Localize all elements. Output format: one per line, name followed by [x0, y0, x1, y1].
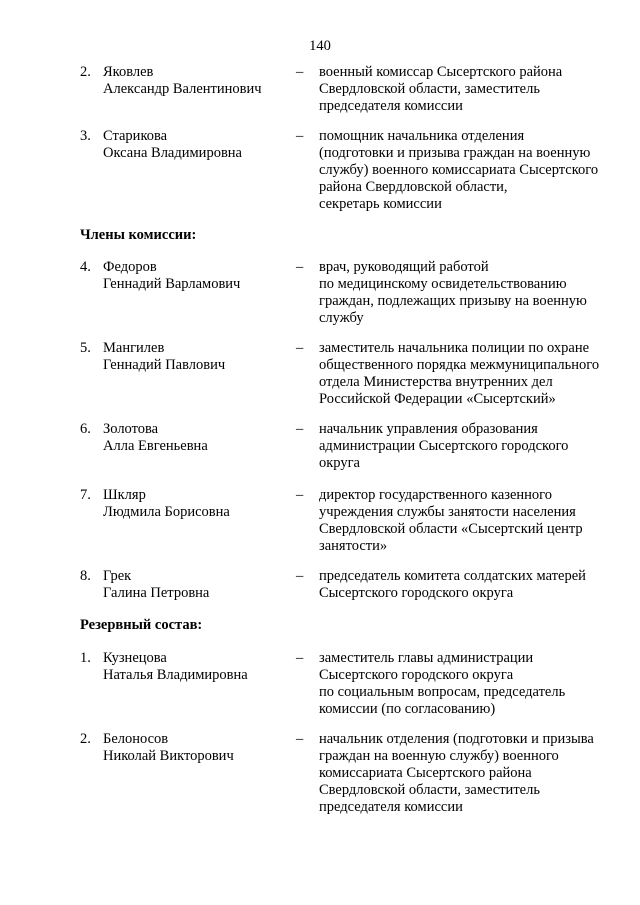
- person-name: [103, 64, 293, 98]
- dash-separator: –: [296, 128, 304, 144]
- desc-line: секретарь комиссии: [319, 196, 442, 212]
- desc-line: района Свердловской области,: [319, 179, 508, 195]
- desc-line: Свердловской области, заместитель: [319, 782, 540, 798]
- position-description: [319, 650, 619, 718]
- desc-line: военный комиссар Сысертского района: [319, 64, 563, 80]
- dash-separator: –: [296, 487, 304, 503]
- desc-line: председатель комитета солдатских матерей: [319, 568, 586, 584]
- desc-line: начальник отделения (подготовки и призыва: [319, 731, 594, 747]
- desc-line: Сысертского городского округа: [319, 667, 514, 683]
- given-names: Алла Евгеньевна: [103, 438, 208, 454]
- person-name: [103, 650, 293, 684]
- desc-line: службу) военного комиссариата Сысертского: [319, 162, 599, 178]
- item-number: 2.: [80, 64, 91, 80]
- position-description: [319, 568, 619, 602]
- desc-line: Российской Федерации «Сысертский»: [319, 391, 556, 407]
- desc-line: Сысертского городского округа: [319, 585, 514, 601]
- dash-separator: –: [296, 650, 304, 666]
- item-number: 2.: [80, 731, 91, 747]
- desc-line: врач, руководящий работой: [319, 259, 489, 275]
- desc-line: председателя комиссии: [319, 799, 463, 815]
- surname: Шкляр: [103, 487, 146, 503]
- surname: Грек: [103, 568, 132, 584]
- surname: Кузнецова: [103, 650, 167, 666]
- desc-line: администрации Сысертского городского: [319, 438, 569, 454]
- position-description: [319, 128, 619, 213]
- surname: Белоносов: [103, 731, 169, 747]
- desc-line: по медицинскому освидетельствованию: [319, 276, 567, 292]
- item-number: 7.: [80, 487, 91, 503]
- given-names: Наталья Владимировна: [103, 667, 248, 683]
- dash-separator: –: [296, 568, 304, 584]
- section-heading-reserve: Резервный состав:: [80, 617, 203, 633]
- position-description: [319, 421, 619, 472]
- given-names: Геннадий Варламович: [103, 276, 241, 292]
- desc-line: (подготовки и призыва граждан на военную: [319, 145, 591, 161]
- surname: Яковлев: [103, 64, 154, 80]
- dash-separator: –: [296, 731, 304, 747]
- person-name: [103, 259, 293, 293]
- given-names: Оксана Владимировна: [103, 145, 242, 161]
- desc-line: округа: [319, 455, 360, 471]
- desc-line: Свердловской области, заместитель: [319, 81, 540, 97]
- person-name: [103, 731, 293, 765]
- given-names: Александр Валентинович: [103, 81, 262, 97]
- dash-separator: –: [296, 421, 304, 437]
- item-number: 8.: [80, 568, 91, 584]
- surname: Старикова: [103, 128, 168, 144]
- surname: Федоров: [103, 259, 157, 275]
- desc-line: учреждения службы занятости населения: [319, 504, 576, 520]
- person-name: [103, 340, 293, 374]
- desc-line: граждан на военную службу) военного: [319, 748, 559, 764]
- given-names: Людмила Борисовна: [103, 504, 230, 520]
- item-number: 1.: [80, 650, 91, 666]
- desc-line: Свердловской области «Сысертский центр: [319, 521, 583, 537]
- page-number: 140: [309, 38, 331, 54]
- item-number: 6.: [80, 421, 91, 437]
- given-names: Галина Петровна: [103, 585, 210, 601]
- desc-line: помощник начальника отделения: [319, 128, 525, 144]
- item-number: 5.: [80, 340, 91, 356]
- desc-line: директор государственного казенного: [319, 487, 553, 503]
- position-description: [319, 259, 619, 327]
- dash-separator: –: [296, 340, 304, 356]
- desc-line: начальник управления образования: [319, 421, 538, 437]
- dash-separator: –: [296, 64, 304, 80]
- item-number: 3.: [80, 128, 91, 144]
- position-description: [319, 731, 619, 816]
- item-number: 4.: [80, 259, 91, 275]
- desc-line: комиссариата Сысертского района: [319, 765, 532, 781]
- desc-line: заместитель начальника полиции по охране: [319, 340, 590, 356]
- position-description: [319, 340, 619, 408]
- person-name: [103, 568, 293, 602]
- desc-line: отдела Министерства внутренних дел: [319, 374, 553, 390]
- surname: Золотова: [103, 421, 159, 437]
- person-name: [103, 128, 293, 162]
- position-description: [319, 64, 619, 115]
- desc-line: службу: [319, 310, 364, 326]
- desc-line: председателя комиссии: [319, 98, 463, 114]
- desc-line: занятости»: [319, 538, 388, 554]
- dash-separator: –: [296, 259, 304, 275]
- person-name: [103, 421, 293, 455]
- desc-line: по социальным вопросам, председатель: [319, 684, 566, 700]
- desc-line: общественного порядка межмуниципального: [319, 357, 600, 373]
- desc-line: граждан, подлежащих призыву на военную: [319, 293, 587, 309]
- desc-line: комиссии (по согласованию): [319, 701, 496, 717]
- person-name: [103, 487, 293, 521]
- desc-line: заместитель главы администрации: [319, 650, 534, 666]
- position-description: [319, 487, 619, 555]
- surname: Мангилев: [103, 340, 165, 356]
- section-heading-members: Члены комиссии:: [80, 227, 197, 243]
- given-names: Геннадий Павлович: [103, 357, 226, 373]
- given-names: Николай Викторович: [103, 748, 234, 764]
